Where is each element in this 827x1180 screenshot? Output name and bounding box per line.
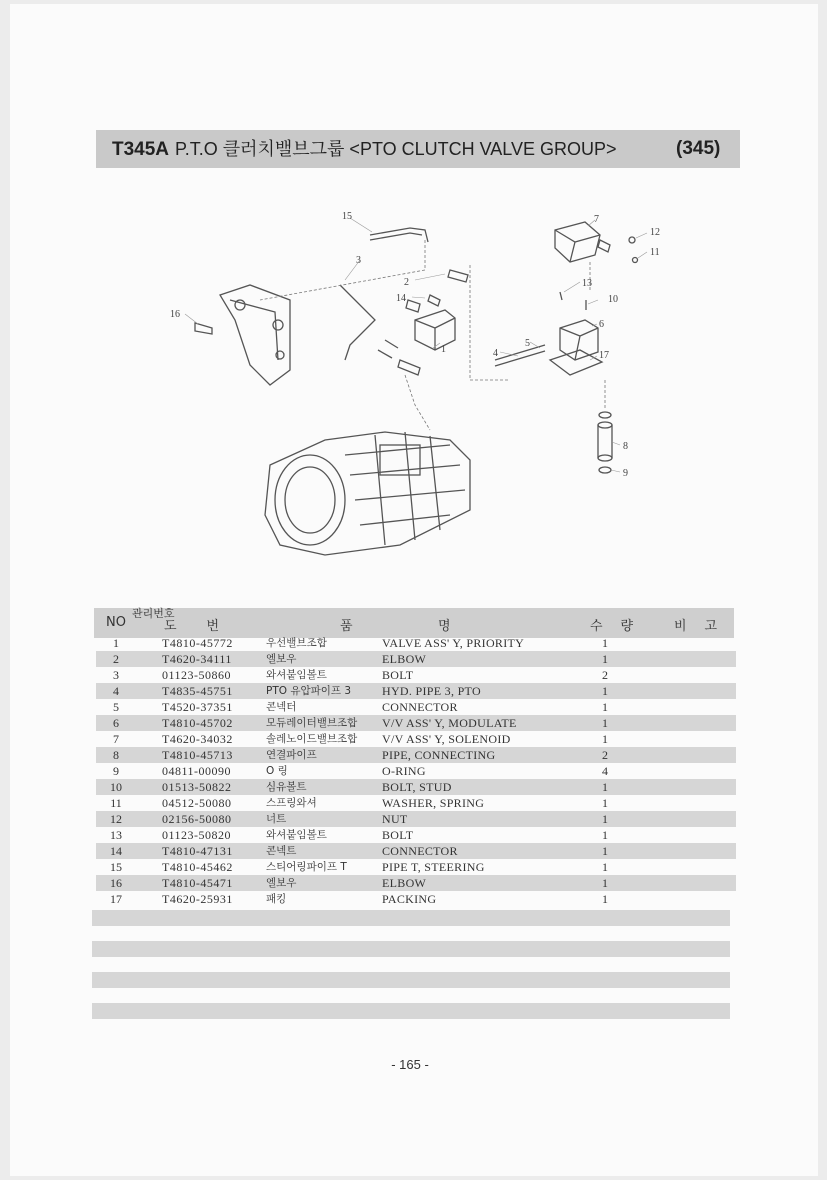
header-no: NO: [106, 615, 126, 630]
cell-no: 13: [110, 828, 122, 842]
cell-name-english: CONNECTOR: [382, 700, 458, 714]
section-title-text: P.T.O 클러치밸브그룹 <PTO CLUTCH VALVE GROUP>: [175, 139, 617, 159]
cell-no: 1: [113, 636, 119, 650]
cell-qty: 2: [602, 668, 608, 682]
parts-table-body: [96, 635, 736, 907]
cell-name-english: BOLT: [382, 668, 414, 682]
table-row: [96, 795, 736, 811]
blank-row: [92, 941, 730, 957]
cell-qty: 1: [602, 876, 608, 890]
cell-part-no: T4810-45471: [162, 876, 233, 890]
table-row: [96, 683, 736, 699]
header-name-a: 품: [340, 619, 353, 634]
callout-2: 2: [404, 277, 409, 288]
cell-name-korean: 패킹: [266, 893, 287, 905]
cell-part-no: 01123-50860: [162, 668, 232, 682]
callout-15: 15: [342, 211, 352, 222]
cell-name-korean: 콘넥트: [266, 845, 297, 857]
catalog-page: [10, 4, 818, 1176]
cell-no: 14: [110, 844, 122, 858]
callout-6: 6: [599, 319, 604, 330]
callout-8: 8: [623, 441, 628, 452]
cell-name-korean: 심유볼트: [266, 781, 307, 793]
table-row: [96, 715, 736, 731]
cell-qty: 1: [602, 716, 608, 730]
blank-row: [92, 1003, 730, 1019]
page-number: - 165 -: [391, 1057, 429, 1072]
table-row: [96, 635, 736, 651]
cell-part-no: 01123-50820: [162, 828, 232, 842]
cell-qty: 2: [602, 748, 608, 762]
header-qty: 수량: [590, 619, 652, 634]
cell-no: 10: [110, 780, 122, 794]
callout-13: 13: [582, 278, 592, 289]
cell-name-english: HYD. PIPE 3, PTO: [382, 684, 481, 698]
cell-name-english: BOLT, STUD: [382, 780, 452, 794]
callout-7: 7: [594, 214, 599, 225]
cell-name-korean: 와셔붙임볼트: [266, 829, 327, 841]
cell-name-english: ELBOW: [382, 876, 427, 890]
exploded-parts-diagram: [150, 200, 680, 580]
cell-name-korean: 너트: [266, 813, 287, 825]
cell-name-korean: 우선밸브조합: [266, 637, 327, 649]
table-row: [96, 843, 736, 859]
cell-no: 15: [110, 860, 122, 874]
cell-qty: 1: [602, 860, 608, 874]
cell-name-english: PIPE, CONNECTING: [382, 748, 496, 762]
table-row: [96, 859, 736, 875]
cell-name-korean: 와셔붙임볼트: [266, 669, 327, 681]
section-page-ref: (345): [676, 138, 721, 159]
cell-qty: 1: [602, 780, 608, 794]
table-row: [96, 747, 736, 763]
cell-part-no: 04512-50080: [162, 796, 232, 810]
cell-name-english: CONNECTOR: [382, 844, 458, 858]
cell-name-korean: 스티어링파이프 T: [266, 861, 347, 873]
cell-part-no: T4620-34111: [162, 652, 232, 666]
table-row: [96, 763, 736, 779]
cell-name-english: V/V ASS' Y, MODULATE: [382, 716, 517, 730]
cell-qty: 1: [602, 684, 608, 698]
cell-name-english: NUT: [382, 812, 408, 826]
cell-no: 5: [113, 700, 119, 714]
header-name-b: 명: [438, 619, 451, 634]
cell-name-korean: 솔레노이드밸브조합: [266, 733, 358, 745]
cell-name-english: PIPE T, STEERING: [382, 860, 485, 874]
callout-17: 17: [599, 350, 609, 361]
cell-no: 6: [113, 716, 119, 730]
cell-part-no: T4835-45751: [162, 684, 233, 698]
cell-no: 11: [110, 796, 122, 810]
header-drawing-no: 도번: [164, 619, 250, 634]
blank-row: [92, 910, 730, 926]
cell-no: 8: [113, 748, 119, 762]
cell-no: 17: [110, 892, 122, 906]
cell-name-english: O-RING: [382, 764, 426, 778]
cell-part-no: T4520-37351: [162, 700, 233, 714]
cell-part-no: T4620-34032: [162, 732, 233, 746]
cell-name-english: VALVE ASS' Y, PRIORITY: [382, 636, 525, 650]
cell-no: 4: [113, 684, 119, 698]
cell-name-korean: 연결파이프: [266, 749, 317, 761]
cell-qty: 1: [602, 636, 608, 650]
cell-no: 16: [110, 876, 122, 890]
table-row: [96, 827, 736, 843]
cell-qty: 1: [602, 700, 608, 714]
cell-no: 3: [113, 668, 119, 682]
table-row: [96, 667, 736, 683]
callout-5: 5: [525, 338, 530, 349]
cell-name-korean: 콘넥터: [266, 701, 297, 713]
cell-name-korean: 스프링와셔: [266, 797, 317, 809]
cell-qty: 4: [602, 764, 608, 778]
section-title: [112, 135, 617, 163]
blank-row: [92, 972, 730, 988]
cell-part-no: 02156-50080: [162, 812, 232, 826]
cell-name-english: PACKING: [382, 892, 437, 906]
callout-4: 4: [493, 348, 498, 359]
callout-3: 3: [356, 255, 361, 266]
callout-10: 10: [608, 294, 618, 305]
cell-name-english: BOLT: [382, 828, 414, 842]
cell-qty: 1: [602, 652, 608, 666]
cell-qty: 1: [602, 732, 608, 746]
cell-name-korean: 엘보우: [266, 653, 297, 665]
cell-part-no: T4810-45713: [162, 748, 233, 762]
header-mgmt-no: 관리번호: [132, 607, 175, 620]
cell-name-korean: 모듀레이터밸브조합: [266, 717, 358, 729]
callout-9: 9: [623, 468, 628, 479]
cell-no: 7: [113, 732, 119, 746]
table-row: [96, 651, 736, 667]
table-row: [96, 779, 736, 795]
callout-11: 11: [650, 247, 660, 258]
cell-name-english: ELBOW: [382, 652, 427, 666]
table-row: [96, 891, 736, 907]
cell-qty: 1: [602, 812, 608, 826]
cell-name-korean: PTO 유압파이프 3: [266, 685, 352, 697]
cell-part-no: 04811-00090: [162, 764, 232, 778]
table-row: [96, 811, 736, 827]
cell-part-no: T4810-45772: [162, 636, 233, 650]
section-code: T345A: [112, 139, 170, 160]
cell-qty: 1: [602, 828, 608, 842]
cell-qty: 1: [602, 844, 608, 858]
table-row: [96, 731, 736, 747]
parts-table-header: [94, 608, 734, 638]
callout-12: 12: [650, 227, 660, 238]
cell-part-no: 01513-50822: [162, 780, 232, 794]
cell-no: 2: [113, 652, 119, 666]
cell-name-korean: O 링: [266, 765, 288, 777]
cell-name-english: V/V ASS' Y, SOLENOID: [382, 732, 511, 746]
table-row: [96, 875, 736, 891]
callout-14: 14: [396, 293, 406, 304]
cell-part-no: T4620-25931: [162, 892, 233, 906]
header-remarks: 비고: [674, 619, 736, 634]
cell-qty: 1: [602, 892, 608, 906]
cell-part-no: T4810-45462: [162, 860, 233, 874]
cell-name-korean: 엘보우: [266, 877, 297, 889]
cell-name-english: WASHER, SPRING: [382, 796, 485, 810]
cell-qty: 1: [602, 796, 608, 810]
cell-no: 9: [113, 764, 119, 778]
cell-no: 12: [110, 812, 122, 826]
cell-part-no: T4810-45702: [162, 716, 233, 730]
table-row: [96, 699, 736, 715]
callout-16: 16: [170, 309, 180, 320]
callout-1: 1: [441, 344, 446, 355]
cell-part-no: T4810-47131: [162, 844, 233, 858]
